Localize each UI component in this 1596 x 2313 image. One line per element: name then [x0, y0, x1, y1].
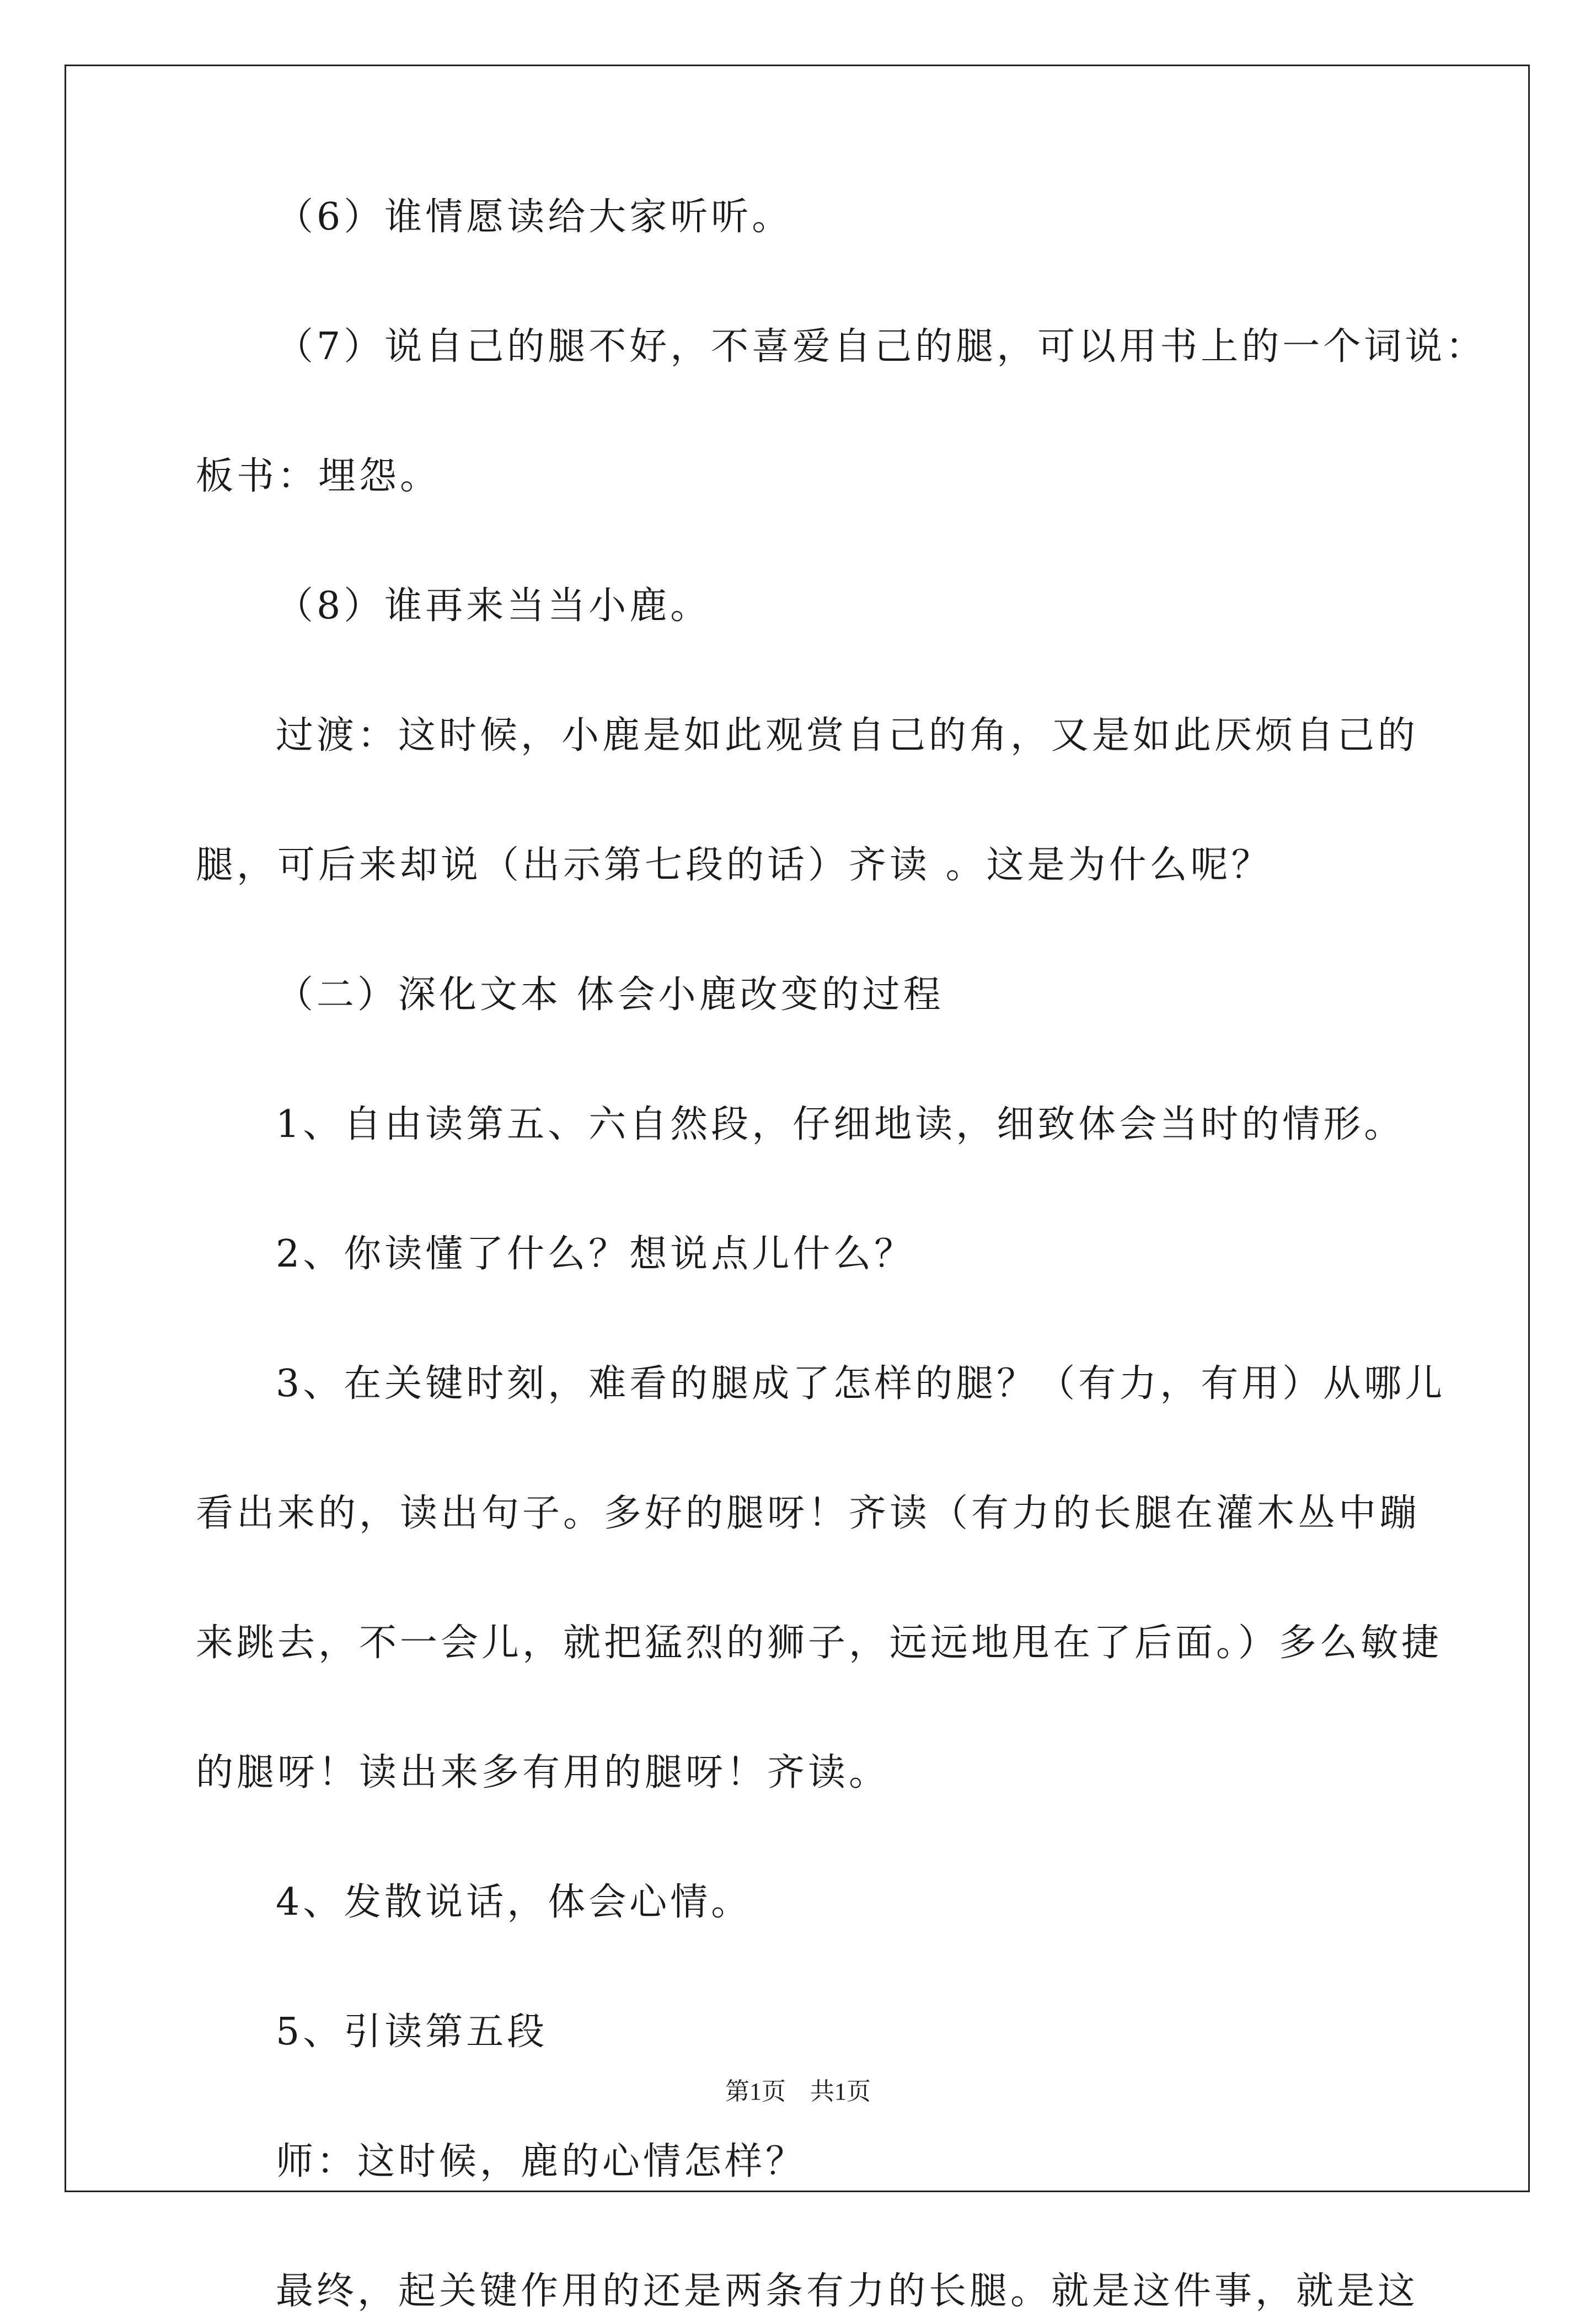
- paragraph-line: 腿，可后来却说（出示第七段的话）齐读 。这是为什么呢？: [196, 843, 1272, 887]
- paragraph-line: （7）说自己的腿不好，不喜爱自己的腿，可以用书上的一个词说：: [276, 325, 1487, 368]
- paragraph-line: （8）谁再来当当小鹿。: [276, 584, 711, 628]
- paragraph-line: 师：这时候，鹿的心情怎样？: [276, 2140, 807, 2183]
- document-body: [196, 195, 1487, 2313]
- paragraph-line: （二）深化文本 体会小鹿改变的过程: [276, 973, 944, 1017]
- paragraph-line: 3、在关键时刻，难看的腿成了怎样的腿？（有力，有用）从哪儿: [276, 1362, 1446, 1406]
- paragraph-line: （6）谁情愿读给大家听听。: [276, 195, 793, 239]
- paragraph-line: 2、你读懂了什么？想说点儿什么？: [276, 1232, 915, 1276]
- paragraph-line: 4、发散说话，体会心情。: [276, 1881, 752, 1924]
- paragraph-line: 来跳去，不一会儿，就把猛烈的狮子，远远地甩在了后面。）多么敏捷: [196, 1621, 1443, 1665]
- paragraph-line: 过渡：这时候，小鹿是如此观赏自己的角，又是如此厌烦自己的: [276, 714, 1419, 757]
- paragraph-line: 5、引读第五段: [276, 2010, 548, 2054]
- paragraph-line: 板书：埋怨。: [196, 455, 441, 498]
- paragraph-line: 最终，起关键作用的还是两条有力的长腿。就是这件事，就是这: [276, 2269, 1419, 2313]
- page-footer: 第1页 共1页: [725, 2078, 871, 2105]
- paragraph-line: 的腿呀！读出来多有用的腿呀！齐读。: [196, 1751, 890, 1794]
- paragraph-line: 1、自由读第五、六自然段，仔细地读，细致体会当时的情形。: [276, 1103, 1405, 1146]
- paragraph-line: 看出来的，读出句子。多好的腿呀！齐读（有力的长腿在灌木丛中蹦: [196, 1492, 1421, 1535]
